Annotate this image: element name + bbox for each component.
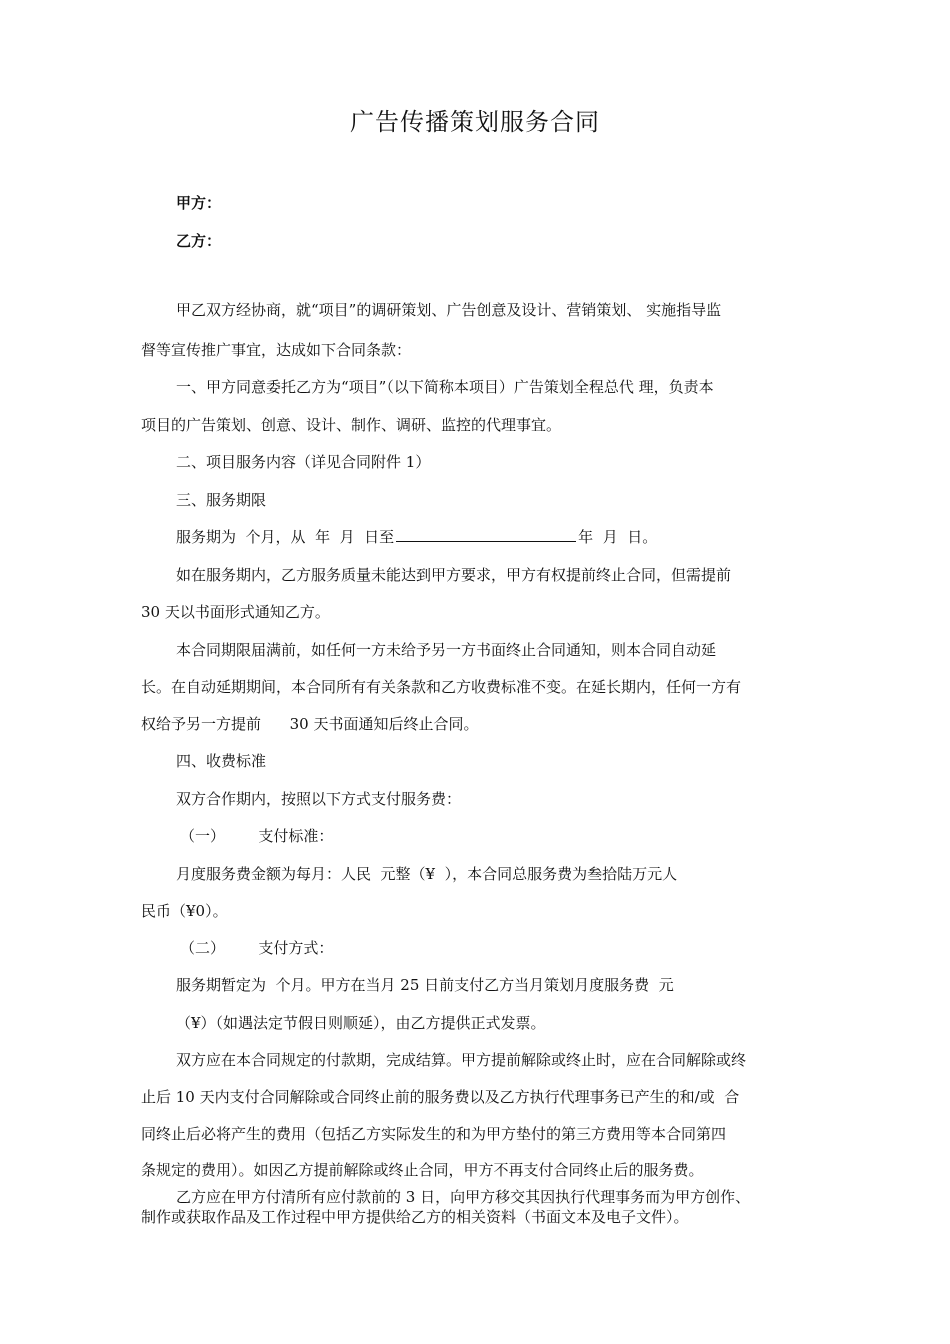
paragraph-line: 乙方应在甲方付清所有应付款前的 3 日，向甲方移交其因执行代理事务而为甲方创作、 [176,1188,751,1206]
paragraph-line: （¥）（如遇法定节假日则顺延），由乙方提供正式发票。 [176,1014,546,1032]
payment-method-heading: （二） 支付方式： [180,939,334,957]
service-period-start: 服务期为 个月，从 年 月 日至 [176,528,395,546]
date-blank [396,527,576,542]
paragraph-line: 本合同期限届满前，如任何一方未给予另一方书面终止合同通知，则本合同自动延 [176,641,717,659]
document-title: 广告传播策划服务合同 [350,108,600,136]
clause-1-line: 一、甲方同意委托乙方为“项目”（以下简称本项目）广告策划全程总代 理，负责本 [176,378,714,396]
payment-standard-heading: （一） 支付标准： [180,827,334,845]
paragraph-line: 条规定的费用）。如因乙方提前解除或终止合同，甲方不再支付合同终止后的服务费。 [141,1161,704,1179]
clause-2-heading: 二、项目服务内容（详见合同附件 1） [176,453,431,471]
paragraph-line: 督等宣传推广事宜，达成如下合同条款： [141,341,412,359]
party-b-label: 乙方： [176,232,222,250]
service-period-end: 年 月 日。 [578,528,658,546]
party-a-label: 甲方： [176,194,222,212]
paragraph-line: 甲乙双方经协商，就“项目”的调研策划、广告创意及设计、营销策划、 实施指导监 [176,301,722,319]
paragraph-line: 双方应在本合同规定的付款期，完成结算。甲方提前解除或终止时，应在合同解除或终 [176,1051,747,1069]
clause-3-heading: 三、服务期限 [176,491,267,509]
paragraph-line: 如在服务期内，乙方服务质量未能达到甲方要求，甲方有权提前终止合同，但需提前 [176,566,732,584]
paragraph-line: 权给予另一方提前 30 天书面通知后终止合同。 [141,715,479,733]
paragraph-line: 长。在自动延期期间，本合同所有有关条款和乙方收费标准不变。在延长期内，任何一方有 [141,678,742,696]
paragraph-line: 制作或获取作品及工作过程中甲方提供给乙方的相关资料（书面文本及电子文件）。 [141,1208,689,1226]
paragraph-line: 双方合作期内，按照以下方式支付服务费： [176,790,462,808]
paragraph-line: 30 天以书面形式通知乙方。 [141,603,330,621]
paragraph-line: 月度服务费金额为每月：人民 元整（¥ ），本合同总服务费为叁拾陆万元人 [176,865,678,883]
paragraph-line: 止后 10 天内支付合同解除或合同终止前的服务费以及乙方执行代理事务已产生的和/或 合 [141,1088,740,1106]
paragraph-line: 民币（¥0）。 [141,902,228,920]
paragraph-line: 同终止后必将产生的费用（包括乙方实际发生的和为甲方垫付的第三方费用等本合同第四 [141,1125,727,1143]
clause-4-heading: 四、收费标准 [176,752,267,770]
paragraph-line: 服务期暂定为 个月。甲方在当月 25 日前支付乙方当月策划月度服务费 元 [176,976,674,994]
service-period-line [176,527,657,547]
clause-1-line: 项目的广告策划、创意、设计、制作、调研、监控的代理事宜。 [141,416,562,434]
